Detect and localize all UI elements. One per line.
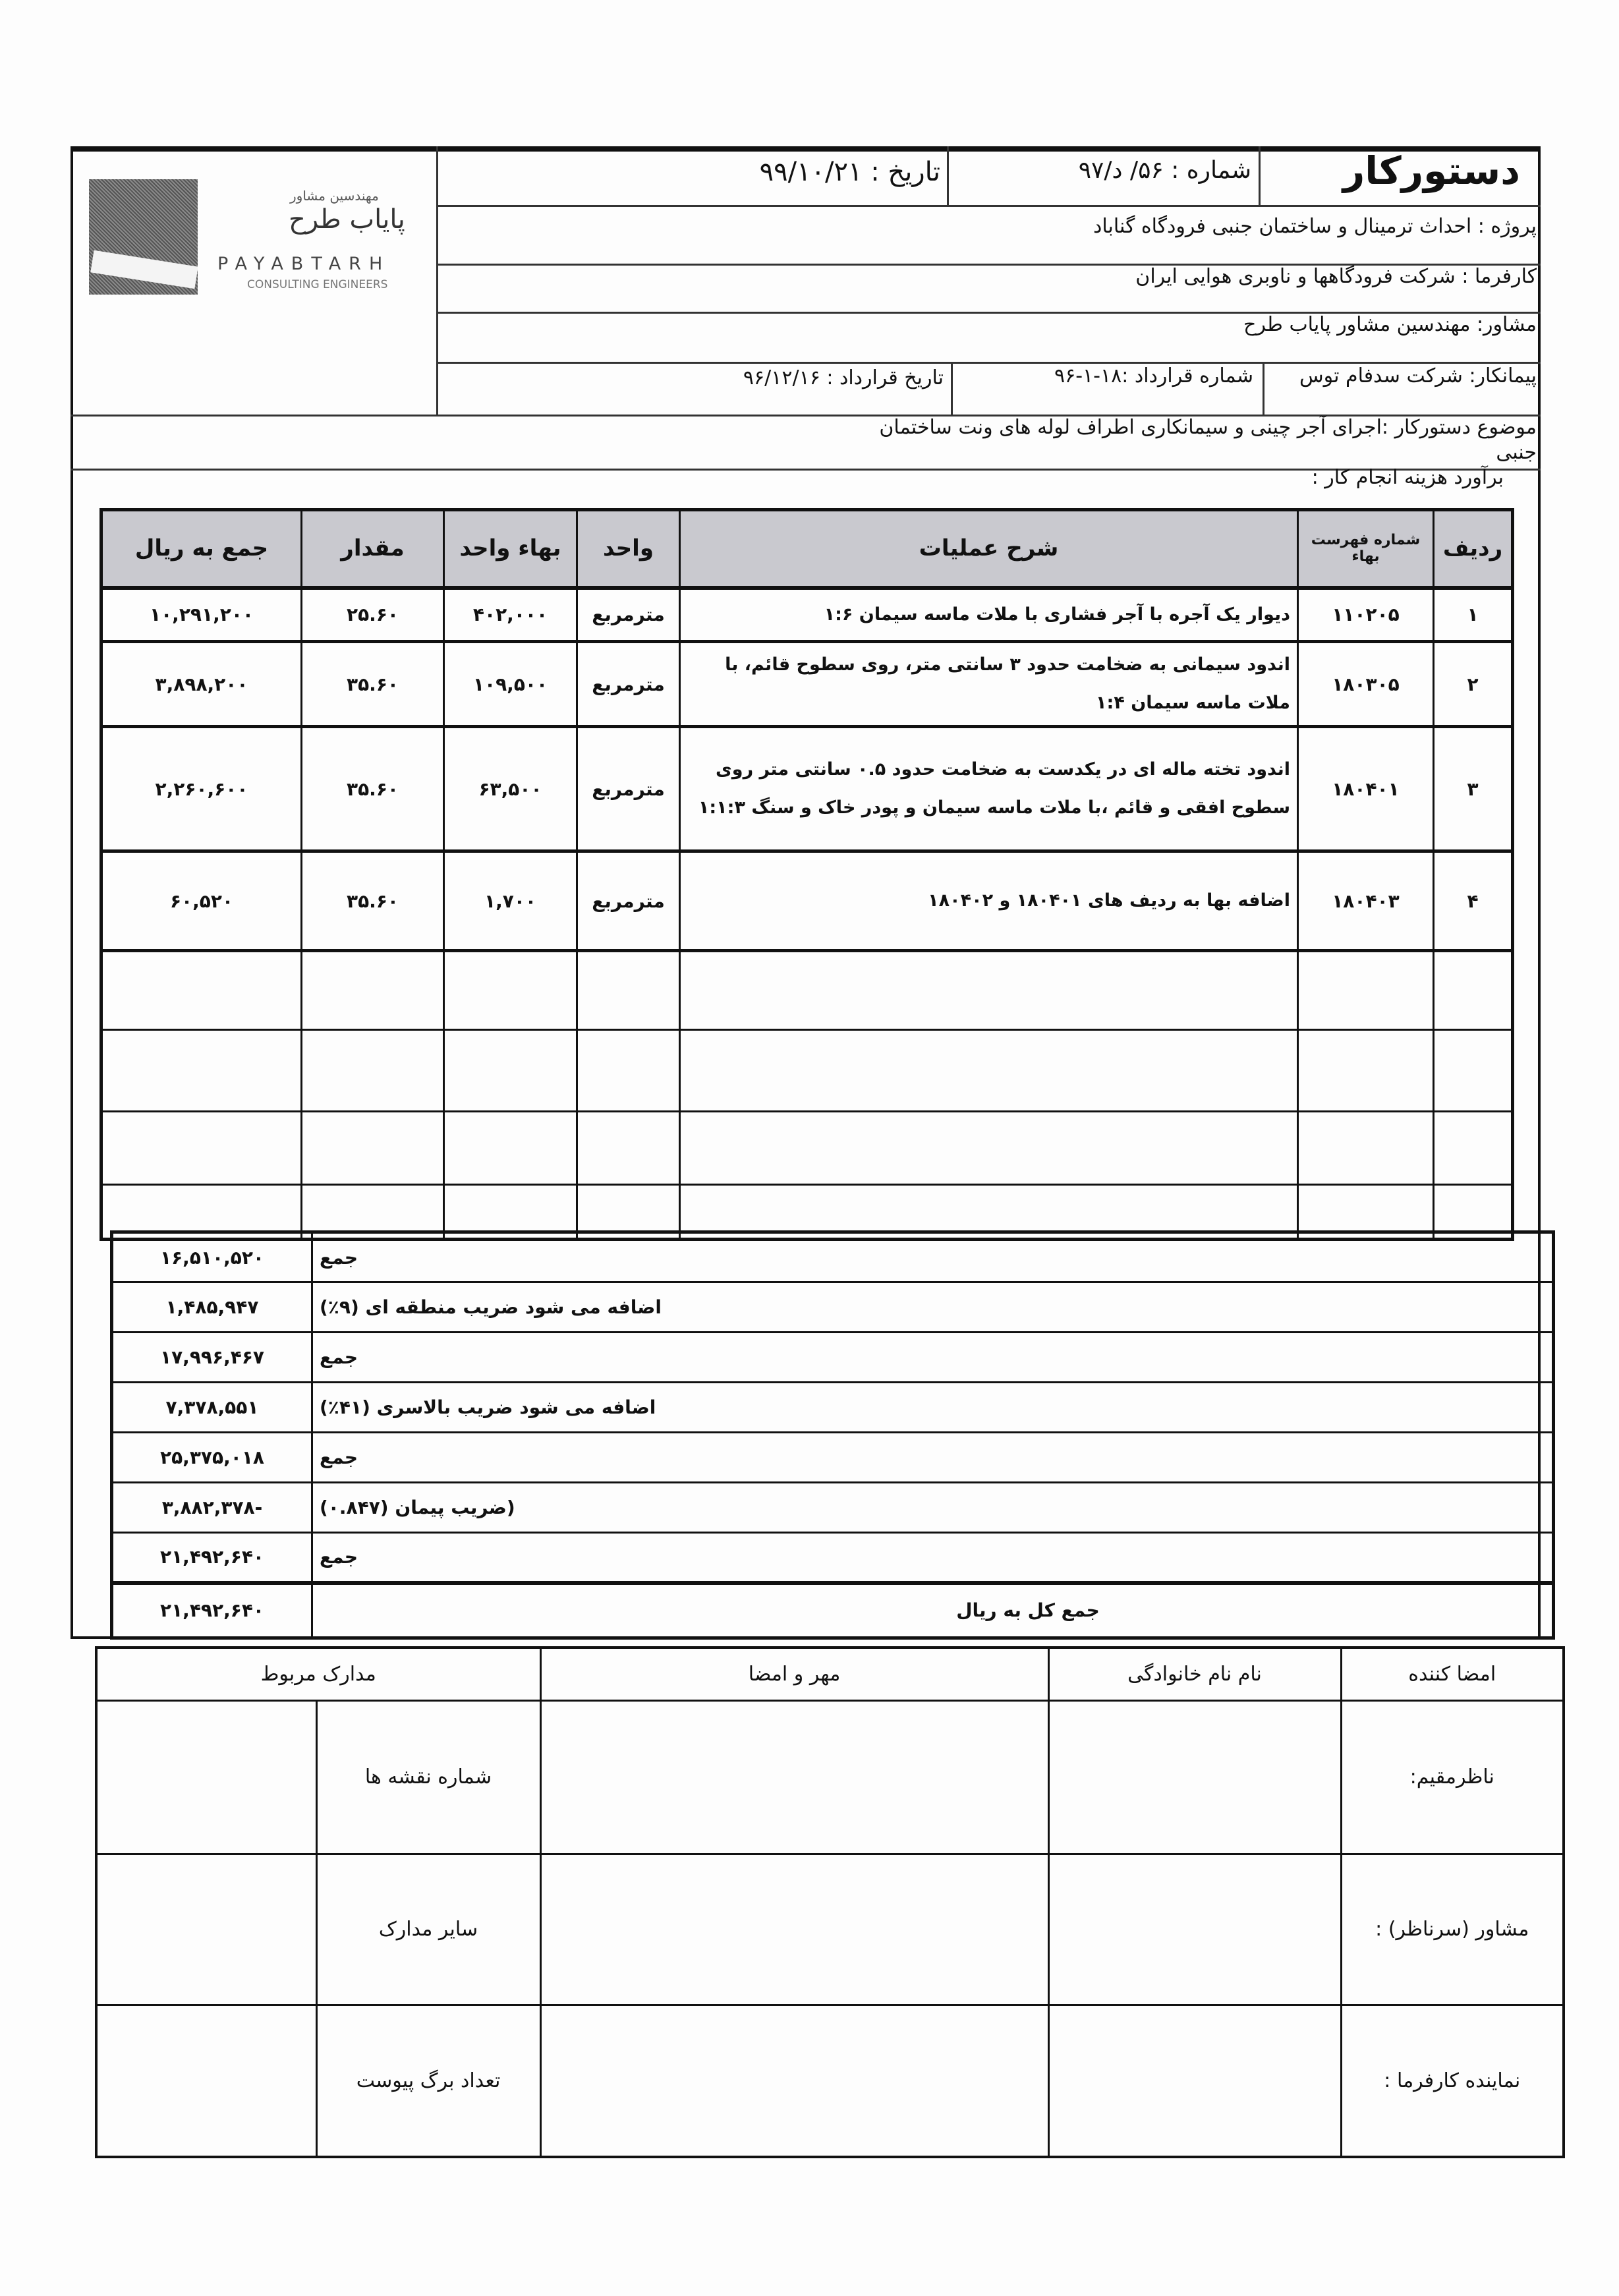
totals-row xyxy=(112,1282,1554,1333)
empty-cell xyxy=(302,1030,444,1112)
col-row-cell: ۳ xyxy=(1434,727,1513,851)
empty-row xyxy=(101,1112,1513,1185)
empty-cell xyxy=(1434,1112,1513,1185)
empty-cell xyxy=(1298,1030,1434,1112)
col-quantity-cell: ۳۵.۶۰ xyxy=(302,727,444,851)
col-unit-price-header: بهاء واحد xyxy=(444,510,577,588)
name-cell xyxy=(1048,1854,1341,2005)
empty-cell xyxy=(101,1030,302,1112)
signature-row xyxy=(96,2005,1564,2157)
col-quantity-cell: ۲۵.۶۰ xyxy=(302,588,444,642)
totals-row xyxy=(112,1333,1554,1383)
empty-row xyxy=(101,951,1513,1030)
totals-value: ۱۶,۵۱۰,۵۲۰ xyxy=(112,1232,312,1282)
totals-value: ۲۵,۳۷۵,۰۱۸ xyxy=(112,1433,312,1483)
order-number: شماره : ۵۶/ د/۹۷ xyxy=(1078,157,1251,184)
col-code-header: شماره فهرست بهاء xyxy=(1298,510,1434,588)
totals-value: -۳,۸۸۲,۳۷۸ xyxy=(112,1483,312,1533)
empty-cell xyxy=(444,951,577,1030)
col-code-cell: ۱۱۰۲۰۵ xyxy=(1298,588,1434,642)
totals-label: جمع xyxy=(312,1333,1554,1383)
col-row-cell: ۴ xyxy=(1434,851,1513,951)
order-date: تاریخ : ۹۹/۱۰/۲۱ xyxy=(759,157,940,187)
col-description-cell: اندود تخته ماله ای در یکدست به ضخامت حدود ۰.۵ سانتی متر روی سطوح افقی و قائم ،با ملات ماسه سیمان و پودر خاک و سنگ ۱:۱:۳ xyxy=(680,727,1298,851)
col-total-cell: ۱۰,۲۹۱,۲۰۰ xyxy=(101,588,302,642)
col-unit-price-cell: ۱,۷۰۰ xyxy=(444,851,577,951)
empty-cell xyxy=(101,1112,302,1185)
signature-cell xyxy=(540,2005,1048,2157)
totals-label: اضافه می شود ضریب بالاسری (۴۱٪) xyxy=(312,1383,1554,1433)
totals-row xyxy=(112,1433,1554,1483)
name-cell xyxy=(1048,1700,1341,1854)
logo-fa-name: پایاب طرح xyxy=(289,204,405,235)
col-code-cell: ۱۸۰۴۰۱ xyxy=(1298,727,1434,851)
totals-label: جمع xyxy=(312,1433,1554,1483)
col-unit-price-cell: ۱۰۹,۵۰۰ xyxy=(444,642,577,727)
col-quantity-header: مقدار xyxy=(302,510,444,588)
contract-date: تاریخ قرارداد : ۹۶/۱۲/۱۶ xyxy=(743,366,944,389)
totals-value: ۱۷,۹۹۶,۴۶۷ xyxy=(112,1333,312,1383)
table-row xyxy=(101,851,1513,951)
totals-value: ۲۱,۴۹۲,۶۴۰ xyxy=(112,1533,312,1583)
divider xyxy=(1259,146,1261,205)
col-unit-header: واحد xyxy=(577,510,680,588)
col-row-cell: ۱ xyxy=(1434,588,1513,642)
totals-row xyxy=(112,1232,1554,1282)
divider xyxy=(436,205,1541,207)
col-code-cell: ۱۸۰۴۰۳ xyxy=(1298,851,1434,951)
subject-field: موضوع دستورکار :اجرای آجر چینی و سیمانکاری اطراف لوله های ونت ساختمان جنبی xyxy=(879,416,1537,464)
col-description-cell: اضافه بها به ردیف های ۱۸۰۴۰۱ و ۱۸۰۴۰۲ xyxy=(680,851,1298,951)
header-docs: مدارک مربوط xyxy=(96,1648,540,1700)
totals-table xyxy=(110,1230,1555,1640)
divider xyxy=(436,146,438,415)
logo-mark xyxy=(89,179,198,295)
col-total-cell: ۳,۸۹۸,۲۰۰ xyxy=(101,642,302,727)
header-sign: مهر و امضا xyxy=(540,1648,1048,1700)
col-unit-cell: مترمربع xyxy=(577,727,680,851)
divider xyxy=(947,146,949,205)
empty-cell xyxy=(577,951,680,1030)
signer-role: نماینده کارفرما : xyxy=(1341,2005,1564,2157)
totals-label: جمع xyxy=(312,1232,1554,1282)
table-row xyxy=(101,642,1513,727)
logo-fa-small: مهندسین مشاور xyxy=(290,188,379,204)
empty-cell xyxy=(680,1030,1298,1112)
estimate-label: برآورد هزینه انجام کار : xyxy=(1311,466,1504,489)
project-field: پروژه : احداث ترمینال و ساختمان جنبی فرودگاه گناباد xyxy=(1093,215,1537,238)
employer-field: کارفرما : شرکت فرودگاهها و ناوبری هوایی ایران xyxy=(1135,265,1537,288)
totals-value: ۱,۴۸۵,۹۴۷ xyxy=(112,1282,312,1333)
col-row-cell: ۲ xyxy=(1434,642,1513,727)
consultant-field: مشاور: مهندسین مشاور پایاب طرح xyxy=(1243,313,1537,336)
contract-number: شماره قرارداد :۱۸-۱-۹۶ xyxy=(1054,364,1253,387)
empty-cell xyxy=(577,1030,680,1112)
grand-total-label: جمع کل به ریال xyxy=(312,1583,1554,1638)
totals-value: ۷,۳۷۸,۵۵۱ xyxy=(112,1383,312,1433)
empty-cell xyxy=(1434,951,1513,1030)
empty-cell xyxy=(1434,1030,1513,1112)
totals-label: جمع xyxy=(312,1533,1554,1583)
totals-row xyxy=(112,1483,1554,1533)
empty-row xyxy=(101,1030,1513,1112)
logo-en-name: PAYABTARH xyxy=(217,254,391,274)
empty-cell xyxy=(680,951,1298,1030)
col-unit-cell: مترمربع xyxy=(577,642,680,727)
page-title: دستورکار xyxy=(1342,148,1520,193)
document-label: تعداد برگ پیوست xyxy=(316,2005,540,2157)
col-quantity-cell: ۳۵.۶۰ xyxy=(302,851,444,951)
grand-total-row xyxy=(112,1583,1554,1638)
divider xyxy=(1263,362,1264,415)
totals-label: اضافه می شود ضریب منطقه ای (۹٪) xyxy=(312,1282,1554,1333)
grand-total-value: ۲۱,۴۹۲,۶۴۰ xyxy=(112,1583,312,1638)
signer-role: ناظرمقیم: xyxy=(1341,1700,1564,1854)
totals-label: (ضریب پیمان (۰.۸۴۷) xyxy=(312,1483,1554,1533)
document-label: شماره نقشه ها xyxy=(316,1700,540,1854)
header-signer: امضا کننده xyxy=(1341,1648,1564,1700)
col-row-header: ردیف xyxy=(1434,510,1513,588)
col-description-cell: اندود سیمانی به ضخامت حدود ۳ سانتی متر، روی سطوح قائم، با ملات ماسه سیمان ۱:۴ xyxy=(680,642,1298,727)
col-quantity-cell: ۳۵.۶۰ xyxy=(302,642,444,727)
totals-row xyxy=(112,1533,1554,1583)
signer-role: مشاور (سرناظر) : xyxy=(1341,1854,1564,2005)
contractor-field: پیمانکار: شرکت سدفام توس xyxy=(1299,364,1537,387)
cost-table xyxy=(99,508,1514,1241)
empty-cell xyxy=(680,1112,1298,1185)
name-cell xyxy=(1048,2005,1341,2157)
document-label: سایر مدارک xyxy=(316,1854,540,2005)
empty-cell xyxy=(1298,1112,1434,1185)
empty-cell xyxy=(577,1112,680,1185)
document-value-cell xyxy=(96,1700,316,1854)
signature-row xyxy=(96,1854,1564,2005)
logo-en-sub: CONSULTING ENGINEERS xyxy=(247,278,388,291)
table-row xyxy=(101,588,1513,642)
header-name: نام نام خانوادگی xyxy=(1048,1648,1341,1700)
document-value-cell xyxy=(96,2005,316,2157)
signature-cell xyxy=(540,1700,1048,1854)
col-code-cell: ۱۸۰۳۰۵ xyxy=(1298,642,1434,727)
empty-cell xyxy=(444,1112,577,1185)
col-unit-cell: مترمربع xyxy=(577,851,680,951)
col-unit-price-cell: ۴۰۲,۰۰۰ xyxy=(444,588,577,642)
col-unit-cell: مترمربع xyxy=(577,588,680,642)
col-total-cell: ۲,۲۶۰,۶۰۰ xyxy=(101,727,302,851)
empty-cell xyxy=(302,951,444,1030)
divider xyxy=(951,362,953,415)
signature-table xyxy=(95,1646,1565,2158)
col-description-cell: دیوار یک آجره با آجر فشاری با ملات ماسه سیمان ۱:۶ xyxy=(680,588,1298,642)
col-total-cell: ۶۰,۵۲۰ xyxy=(101,851,302,951)
empty-cell xyxy=(101,951,302,1030)
totals-row xyxy=(112,1383,1554,1433)
divider xyxy=(436,362,1541,364)
table-row xyxy=(101,727,1513,851)
empty-cell xyxy=(302,1112,444,1185)
col-description-header: شرح عملیات xyxy=(680,510,1298,588)
col-unit-price-cell: ۶۳,۵۰۰ xyxy=(444,727,577,851)
signature-row xyxy=(96,1700,1564,1854)
empty-cell xyxy=(444,1030,577,1112)
col-total-header: جمع به ریال xyxy=(101,510,302,588)
empty-cell xyxy=(1298,951,1434,1030)
document-value-cell xyxy=(96,1854,316,2005)
signature-cell xyxy=(540,1854,1048,2005)
